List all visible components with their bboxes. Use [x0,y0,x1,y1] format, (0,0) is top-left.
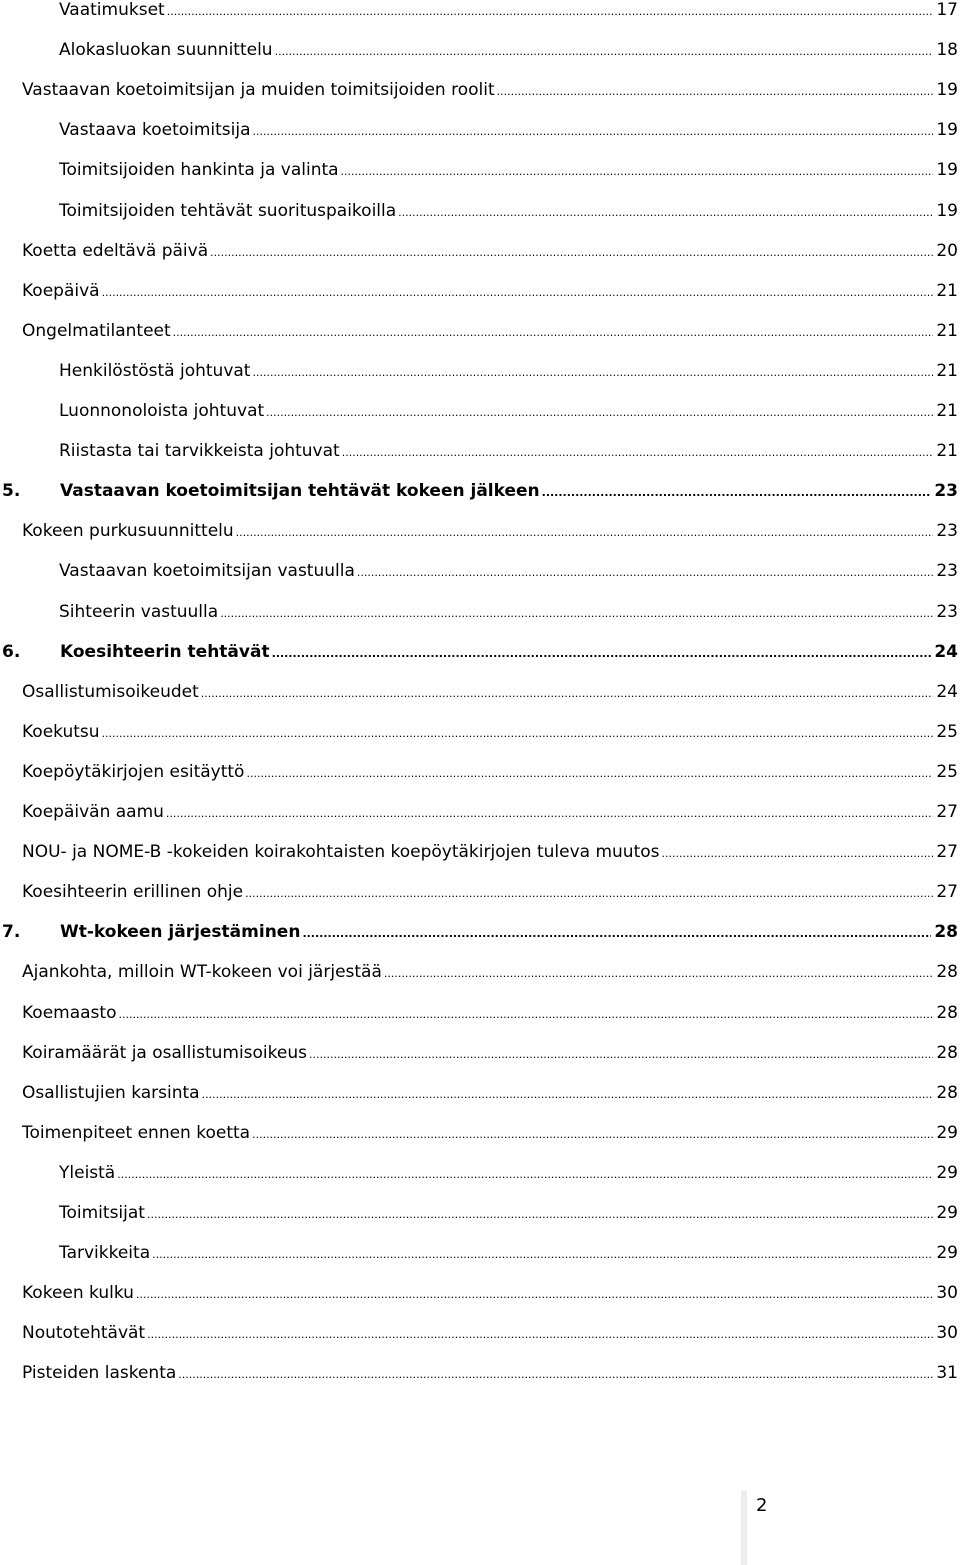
toc-chapter-entry[interactable] [0,918,958,946]
toc-leader-dots [253,118,934,144]
toc-entry-title: Kokeen purkusuunnittelu [22,521,234,542]
toc-entry-page: 29 [936,1203,958,1223]
toc-entry-page: 27 [936,842,958,863]
toc-entry-title: Koepäivän aamu [22,802,164,822]
toc-entry-page: 24 [934,641,958,662]
toc-entry[interactable] [0,0,958,24]
toc-entry[interactable] [0,1119,958,1147]
toc-leader-dots [147,1201,933,1227]
toc-entry-page: 23 [936,601,958,622]
toc-entry-page: 19 [936,120,958,141]
toc-entry[interactable] [0,718,958,746]
toc-entry-title: Henkilöstöstä johtuvat [59,360,251,381]
toc-entry-title: NOU- ja NOME-B -kokeiden koirakohtaisten koepöytäkirjojen tuleva muutos [22,842,660,863]
toc-entry-title: Koetta edeltävä päivä [22,240,209,261]
toc-entry[interactable] [0,277,958,305]
toc-entry-title: Vastaavan koetoimitsijan ja muiden toimitsijoiden roolit [22,80,495,101]
toc-entry-page: 21 [936,320,958,341]
toc-leader-dots [275,38,934,64]
toc-entry-page: 30 [936,1283,958,1304]
toc-entry[interactable] [0,437,958,465]
toc-entry-page: 24 [936,681,958,702]
toc-entry[interactable] [0,1319,958,1347]
toc-entry-title: Vastaavan koetoimitsijan vastuulla [59,561,355,582]
toc-entry[interactable] [0,317,958,345]
toc-entry[interactable] [0,999,958,1027]
toc-entry-title: Koesihteerin erillinen ohje [22,882,244,903]
toc-entry-page: 30 [936,1323,958,1344]
toc-entry-title: Riistasta tai tarvikkeista johtuvat [59,441,340,462]
toc-entry-title: Vastaavan koetoimitsijan tehtävät kokeen jälkeen [60,481,540,502]
toc-entry-title: Vaatimukset [59,0,165,20]
toc-entry-title: Yleistä [59,1162,116,1183]
toc-entry-number: 7. [2,922,21,943]
toc-entry[interactable] [0,397,958,425]
toc-entry-page: 25 [936,721,958,742]
toc-entry[interactable] [0,1199,958,1227]
toc-entry-title: Ongelmatilanteet [22,320,171,341]
toc-entry-page: 29 [936,1122,958,1143]
toc-leader-dots [542,479,932,505]
toc-leader-dots [166,800,933,826]
toc-leader-dots [398,199,933,225]
toc-entry-title: Koekutsu [22,721,100,742]
toc-entry-page: 28 [936,1042,958,1063]
toc-entry-page: 19 [936,200,958,221]
toc-entry-title: Tarvikkeita [59,1243,151,1264]
toc-entry-page: 27 [936,882,958,903]
toc-entry-page: 21 [936,441,958,462]
toc-entry-page: 19 [936,160,958,181]
toc-entry[interactable] [0,76,958,104]
toc-leader-dots [102,720,934,746]
toc-entry[interactable] [0,36,958,64]
toc-entry[interactable] [0,1359,958,1387]
toc-entry-title: Luonnonoloista johtuvat [59,401,265,421]
toc-entry[interactable] [0,958,958,986]
toc-entry-page: 18 [936,40,958,61]
toc-entry-title: Osallistumisoikeudet [22,681,199,702]
toc-entry-title: Toimenpiteet ennen koetta [22,1122,251,1143]
toc-entry[interactable] [0,758,958,786]
toc-leader-dots [236,519,934,545]
toc-entry-title: Pisteiden laskenta [22,1363,177,1384]
toc-entry-title: Vastaava koetoimitsija [59,120,251,141]
toc-entry-page: 28 [936,1082,958,1103]
toc-leader-dots [342,439,934,465]
toc-entry[interactable] [0,1239,958,1267]
toc-entry[interactable] [0,678,958,706]
toc-entry[interactable] [0,1079,958,1107]
toc-leader-dots [252,1121,933,1147]
toc-entry-page: 29 [936,1162,958,1183]
toc-leader-dots [202,1081,934,1107]
toc-entry-title: Noutotehtävät [22,1323,146,1344]
toc-entry-page: 21 [936,401,958,421]
toc-entry-page: 28 [936,1002,958,1023]
toc-entry-title: Koiramäärät ja osallistumisoikeus [22,1042,307,1063]
toc-leader-dots [245,880,933,906]
page-number: 2 [756,1495,768,1516]
toc-entry-title: Sihteerin vastuulla [59,601,219,622]
toc-entry-title: Ajankohta, milloin WT-kokeen voi järjestää [22,962,382,983]
toc-entry-title: Koemaasto [22,1002,117,1023]
toc-entry-title: Osallistujien karsinta [22,1082,200,1103]
toc-entry[interactable] [0,1159,958,1187]
toc-entry-page: 25 [936,761,958,782]
toc-entry-page: 23 [934,481,958,502]
toc-entry-page: 29 [936,1243,958,1264]
toc-leader-dots [201,680,934,706]
toc-entry[interactable] [0,237,958,265]
toc-entry[interactable] [0,357,958,385]
toc-leader-dots [118,1001,933,1027]
toc-entry-title: Kokeen kulku [22,1283,134,1304]
toc-entry-number: 6. [2,641,21,662]
toc-leader-dots [167,0,934,24]
toc-entry-title: Koepäivä [22,280,100,301]
toc-entry[interactable] [0,838,958,866]
toc-entry[interactable] [0,1039,958,1067]
toc-entry-number: 5. [2,481,21,502]
toc-entry[interactable] [0,598,958,626]
toc-entry[interactable] [0,798,958,826]
toc-entry-title: Koesihteerin tehtävät [60,641,270,662]
toc-entry-page: 23 [936,561,958,582]
toc-entry-page: 31 [936,1363,958,1384]
toc-entry-page: 20 [936,240,958,261]
toc-leader-dots [102,279,934,305]
toc-entry-page: 23 [936,521,958,542]
toc-leader-dots [117,1161,933,1187]
toc-entry-page: 21 [936,360,958,381]
toc-leader-dots [341,158,934,184]
toc-entry-title: Toimitsijoiden tehtävät suorituspaikoilla [59,200,397,221]
toc-entry-title: Wt-kokeen järjestäminen [60,922,301,943]
toc-entry-page: 27 [936,802,958,822]
toc-leader-dots [220,600,933,626]
toc-leader-dots [302,920,931,946]
toc-entry[interactable] [0,557,958,585]
toc-entry[interactable] [0,197,958,225]
toc-leader-dots [246,760,933,786]
toc-leader-dots [309,1041,933,1067]
toc-leader-dots [136,1281,933,1307]
toc-entry[interactable] [0,1279,958,1307]
toc-entry-page: 28 [936,962,958,983]
toc-leader-dots [266,399,933,425]
toc-entry-title: Alokasluokan suunnittelu [59,40,273,61]
toc-leader-dots [152,1241,933,1267]
toc-entry-title: Toimitsijoiden hankinta ja valinta [59,160,339,181]
toc-leader-dots [173,319,934,345]
toc-leader-dots [147,1321,933,1347]
toc-leader-dots [497,78,934,104]
footer-divider [741,1490,747,1565]
toc-entry-title: Toimitsijat [59,1203,145,1223]
toc-leader-dots [210,239,933,265]
toc-leader-dots [252,359,933,385]
toc-leader-dots [662,840,934,866]
toc-chapter-entry[interactable] [0,477,958,505]
toc-entry[interactable] [0,878,958,906]
toc-entry[interactable] [0,517,958,545]
toc-chapter-entry[interactable] [0,638,958,666]
toc-entry[interactable] [0,116,958,144]
toc-entry-title: Koepöytäkirjojen esitäyttö [22,761,245,782]
toc-leader-dots [357,559,933,585]
toc-leader-dots [272,640,932,666]
toc-entry-page: 17 [936,0,958,20]
toc-entry-page: 21 [936,280,958,301]
toc-entry-page: 28 [934,922,958,943]
toc-entry-page: 19 [936,80,958,101]
toc-leader-dots [384,960,933,986]
toc-entry[interactable] [0,156,958,184]
toc-leader-dots [178,1361,933,1387]
